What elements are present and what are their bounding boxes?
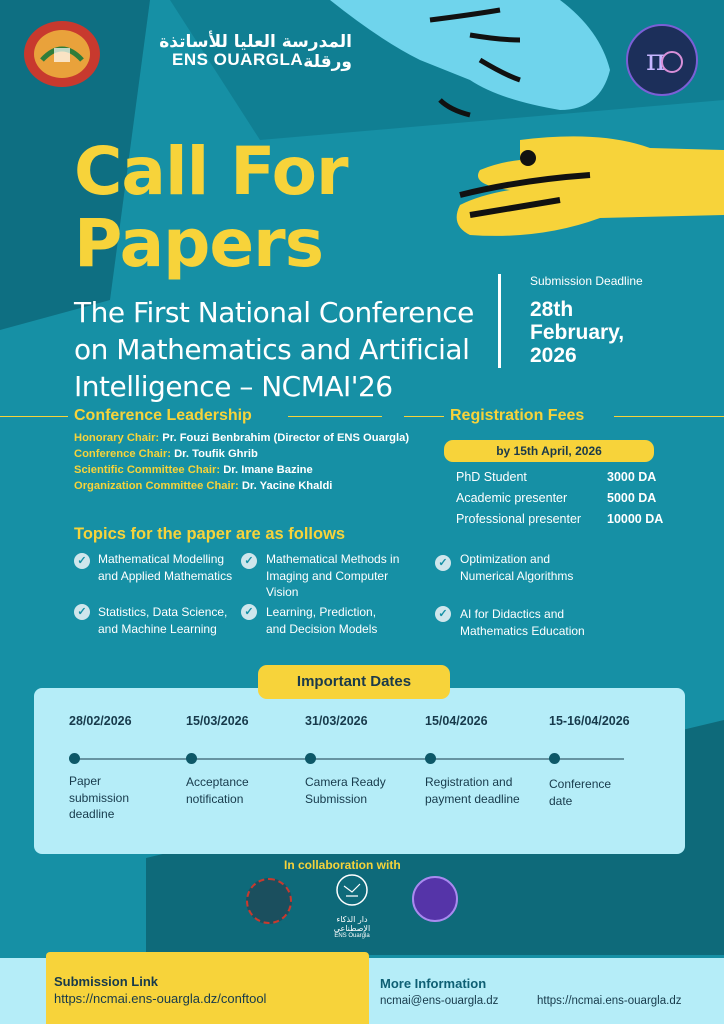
topics-heading: Topics for the paper are as follows [74,525,346,543]
ai-head-icon [332,872,372,910]
date-desc: Camera Ready Submission [305,775,386,806]
svg-text:π: π [646,43,666,78]
title-line-2: Papers [74,205,323,282]
important-dates-panel [34,688,685,854]
leader-scientific: Scientific Committee Chair: Dr. Imane Bazine [74,464,313,476]
website-link[interactable]: https://ncmai.ens-ouargla.dz [537,995,682,1007]
date-label: 28/02/2026 [69,714,132,728]
deadline-date [530,298,690,367]
date-desc: Registration and payment deadline [425,775,520,806]
fee-row: Professional presenter 10000 DA [456,512,664,526]
ncmai-logo [626,24,698,96]
timeline-dot [305,753,316,764]
topic-item: Optimization and Numerical Algorithms [460,552,574,583]
topic-item: Mathematical Methods in Imaging and Computer Vision [266,552,400,599]
check-icon: ✓ [435,606,451,622]
timeline-dot [69,753,80,764]
deadline-label: Submission Deadline [530,274,643,288]
topic-item: Learning, Prediction, and Decision Models [266,605,378,636]
deadline-line-1: 28th [530,298,574,321]
timeline-dot [186,753,197,764]
more-info-label: More Information [380,976,487,991]
partner-logo-3 [412,876,458,922]
leader-honorary: Honorary Chair: Pr. Fouzi Benbrahim (Director of ENS Ouargla) [74,432,410,444]
collab-heading: In collaboration with [284,858,401,872]
date-desc: Conference date [549,777,612,808]
topic-item: Mathematical Modelling and Applied Mathematics [98,552,233,583]
leader-organization: Organization Committee Chair: Dr. Yacine Khaldi [74,480,333,492]
deadline-divider [498,274,501,368]
partner-logo-2 [322,872,382,939]
fee-row: PhD Student 3000 DA [456,470,657,484]
leadership-heading: Conference Leadership [74,407,252,424]
important-dates-pill: Important Dates [258,665,450,699]
check-icon: ✓ [241,553,257,569]
seal-icon [18,18,106,90]
timeline-dot [549,753,560,764]
date-desc: Paper submission deadline [69,774,130,821]
title-line-1: Call For [74,133,348,210]
topic-item: Statistics, Data Science, and Machine Learning [98,605,228,636]
partner-logo-1 [246,878,292,924]
deadline-line-2: February, [530,321,625,344]
ens-seal-logo [18,18,106,90]
contact-email[interactable]: ncmai@ens-ouargla.dz [380,995,499,1007]
submission-link[interactable]: https://ncmai.ens-ouargla.dz/conftool [54,991,267,1006]
school-name: ENS OUARGLA [172,50,304,69]
deadline-line-3: 2026 [530,344,577,367]
leadership-rule-right [288,416,382,417]
check-icon: ✓ [74,604,90,620]
fees-table [456,470,696,533]
fees-date-pill: by 15th April, 2026 [444,440,654,462]
check-icon: ✓ [74,553,90,569]
date-desc: Acceptance notification [186,775,249,806]
check-icon: ✓ [435,555,451,571]
date-label: 15/04/2026 [425,714,488,728]
fees-rule-right [614,416,724,417]
leader-conference: Conference Chair: Dr. Toufik Ghrib [74,448,258,460]
date-label: 15-16/04/2026 [549,714,630,728]
timeline-dot [425,753,436,764]
topic-item: AI for Didactics and Mathematics Education [460,607,585,638]
leadership-list [74,431,414,494]
pi-brain-icon [628,26,696,94]
school-arabic-name: المدرسة العليا للأساتذة ورقلة [159,32,352,72]
fee-row: Academic presenter 5000 DA [456,491,657,505]
partner-2-sub: ENS Ouargla [334,933,370,939]
fees-heading: Registration Fees [450,407,585,424]
submission-label: Submission Link [54,974,159,989]
conference-title: The First National Conference on Mathematics and Artificial Intelligence – NCMAI'26 [74,296,474,403]
date-label: 31/03/2026 [305,714,368,728]
check-icon: ✓ [241,604,257,620]
partner-2-arabic: دار الذكاء الإصطناعي [333,915,371,933]
fees-rule-left [404,416,444,417]
date-label: 15/03/2026 [186,714,249,728]
leadership-rule-left [0,416,68,417]
hero-title [74,133,348,282]
